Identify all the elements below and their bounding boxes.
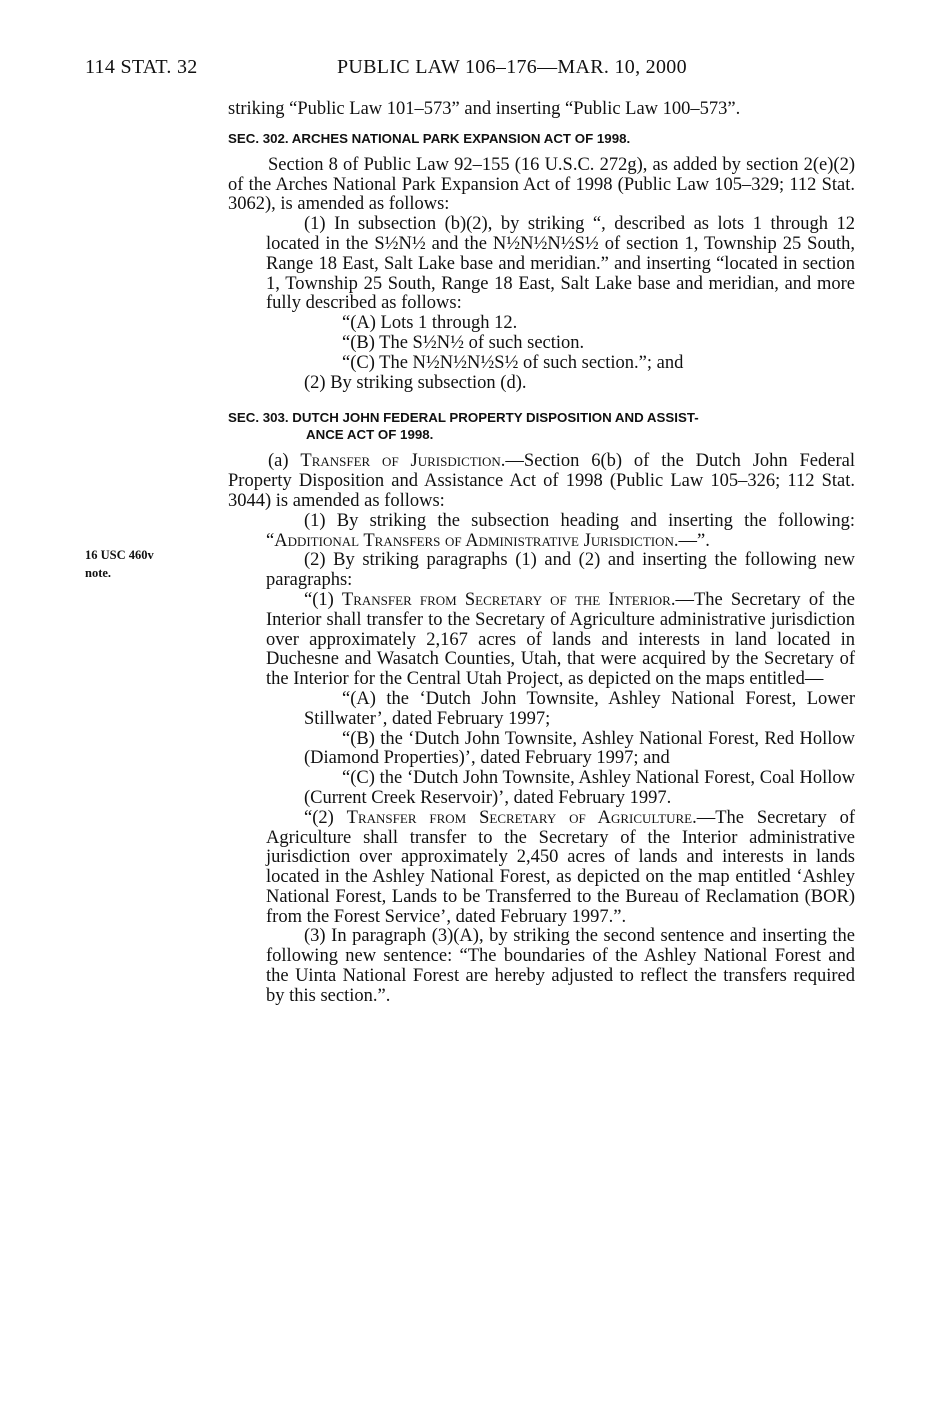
section-302-intro: Section 8 of Public Law 92–155 (16 U.S.C. 272g), as added by section 2(e)(2) of the Arches National Park Expansion Act of 1998 (Public Law 105–329; 112 Stat. 3062), is amended as follows: [228,154,855,215]
section-302-subparagraph-a: “(A) Lots 1 through 12. [342,313,518,334]
section-302-paragraph-2: (2) By striking subsection (d). [304,372,527,393]
new-paragraph-1-heading: Transfer from Secretary of the Interior [341,589,671,610]
new-paragraph-2-heading: Transfer from Secretary of Agriculture [346,807,693,828]
new-paragraph-2-number: “(2) [304,807,347,828]
carryover-paragraph: striking “Public Law 101–573” and inserting “Public Law 100–573”. [228,99,741,119]
new-paragraph-2-text: .—The Secretary of Agriculture shall transfer to the Secretary of the Interior administrative jurisdiction over approximately 2,450 acres of lands and interests in lands located in the Ashley National Forest, as depicted on the map entitled ‘Ashley National Forest, Lands to be Transferred to the Bureau of Reclamation (BOR) from the Forest Service’, dated February 1997.”. [266,807,855,927]
new-paragraph-2 [228,809,855,928]
margin-note-label: note. [85,566,112,580]
map-item-c: “(C) the ‘Dutch John Townsite, Ashley National Forest, Coal Hollow (Current Creek Reservoir)’, dated February 1997. [304,768,855,808]
section-303-paragraph-1 [228,512,855,552]
section-303-heading-line2: ANCE ACT OF 1998. [306,427,434,443]
running-head [85,56,875,86]
section-303-heading [228,409,855,443]
section-302-heading: SEC. 302. ARCHES NATIONAL PARK EXPANSION ACT OF 1998. [228,130,631,146]
paragraph-1-end: .—”. [673,530,710,551]
paragraph-1-text: (1) By striking the subsection heading and inserting the following: “ [266,510,855,551]
public-law-title: PUBLIC LAW 106–176—MAR. 10, 2000 [337,56,687,78]
section-303-paragraph-2: (2) By striking paragraphs (1) and (2) and inserting the following new paragraphs: [266,550,855,591]
document-body [228,100,855,1007]
new-paragraph-1-text: .—The Secretary of the Interior shall transfer to the Secretary of Agriculture administrative jurisdiction over approximately 2,167 acres of lands and interests in land located in Duchesne and Wasatch Counties, Utah, that were acquired by the Secretary of the Interior for the Central Utah Project, as depicted on the maps entitled— [266,589,855,690]
section-302-subparagraph-c: “(C) The N½N½N½S½ of such section.”; and [342,352,684,373]
section-302-paragraph-1: (1) In subsection (b)(2), by striking “, described as lots 1 through 12 located in the S½N½ and the N½N½N½S½ of section 1, Township 25 South, Range 18 East, Salt Lake base and meridian.” and inserting “located in section 1, Township 25 South, Range 18 East, Salt Lake base and meridian, and more fully described as follows: [266,214,855,314]
section-303-heading-line1: SEC. 303. DUTCH JOHN FEDERAL PROPERTY DISPOSITION AND ASSIST- [228,410,699,426]
section-303-paragraph-3: (3) In paragraph (3)(A), by striking the second sentence and inserting the following new sentence: “The boundaries of the Ashley National Forest and the Uinta National Forest are hereby adjusted to reflect the transfers required by this section.”. [266,926,855,1006]
new-paragraph-1-number: “(1) [304,589,342,610]
section-302-subparagraph-b: “(B) The S½N½ of such section. [342,332,585,353]
paragraph-1-inserted-heading: Additional Transfers of Administrative Jurisdiction [274,530,674,551]
subsection-a-text: .—Section 6(b) of the Dutch John Federal Property Disposition and Assistance Act of 1998 (Public Law 105–326; 112 Stat. 3044) is amended as follows: [228,451,855,511]
new-paragraph-1 [228,591,855,690]
map-item-a: “(A) the ‘Dutch John Townsite, Ashley National Forest, Lower Stillwater’, dated February 1997; [304,688,855,729]
subsection-a-number: (a) [268,451,301,472]
margin-note-citation: 16 USC 460v [85,548,154,562]
section-303-subsection-a [228,452,855,511]
map-item-b: “(B) the ‘Dutch John Townsite, Ashley National Forest, Red Hollow (Diamond Properties)’, dated February 1997; and [304,728,855,769]
subsection-a-heading: Transfer of Jurisdiction [300,451,501,472]
stat-page-number: 114 STAT. 32 [85,56,198,78]
margin-note [85,546,200,582]
